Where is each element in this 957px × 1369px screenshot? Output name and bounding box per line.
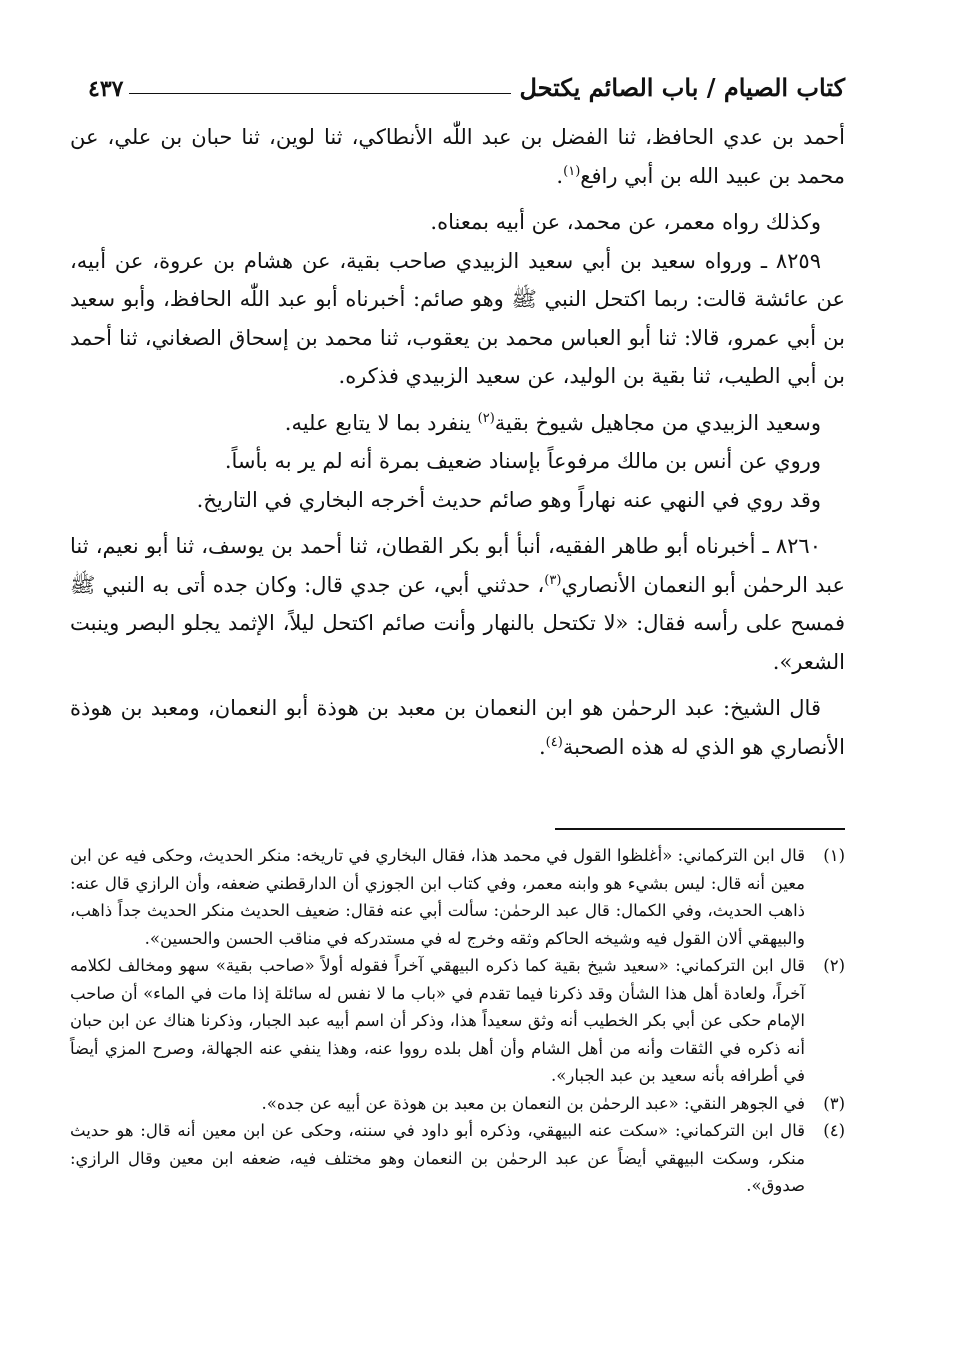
paragraph: وكذلك رواه معمر، عن محمد، عن أبيه بمعناه. — [430, 210, 821, 234]
footnote-ref: (١) — [563, 163, 581, 179]
footnote-text: في الجوهر النقي: «عبد الرحمٰن بن النعمان بن معبد بن هوذة عن أبيه عن جده». — [261, 1093, 805, 1113]
footnote — [70, 842, 845, 952]
paragraph: قال الشيخ: عبد الرحمٰن هو ابن النعمان بن معبد بن هوذة أبو النعمان، ومعبد بن هوذة الأنصاري هو الذي له هذه الصحبة$^{(٤)}$. — [70, 696, 845, 759]
header-rule — [129, 93, 511, 94]
paragraph: أحمد بن عدي الحافظ، ثنا الفضل بن عبد اللّٰه الأنطاكي، ثنا لوين، ثنا حبان بن علي، عن محمد بن عبيد الله بن أبي رافع$^{(١)}$. — [70, 125, 845, 188]
footnote-number: (٤) — [823, 1121, 845, 1140]
footnote — [70, 1117, 845, 1200]
chapter-title: كتاب الصيام / باب الصائم يكتحل — [519, 73, 845, 102]
footnote-number: (١) — [823, 846, 845, 865]
footnote-number: (٣) — [823, 1093, 845, 1113]
paragraph: وسعيد الزبيدي من مجاهيل شيوخ بقية$^{(٢)}$ ينفرد بما لا يتابع عليه. — [284, 410, 821, 435]
footnote-ref: (٢) — [477, 410, 495, 426]
footnote-number: (٢) — [823, 956, 845, 975]
paragraph: وروي عن أنس بن مالك مرفوعاً بإسناد ضعيف بمرة أنه لم ير به بأساً. — [224, 449, 821, 473]
footnote-text: قال ابن التركماني: «سعيد شيخ بقية كما ذكره البيهقي آخراً فقوله أولاً «صاحب بقية» سهو ومخالف لكلامه آخراً، ولعادة أهل هذا الشأن وقد ذكرنا فيما تقدم في «باب ما لا نفس له سائلة إذا مات في الماء» أن صاحب الإمام حكى عن أبي بكر الخطيب أنه وثق سعيداً هذا، وذكر أن اسم أبيه عبد الجبار، وذكرنا هناك عن ابن حبان أنه ذكره في الثقات وأنه من أهل الشام وأن أهل بلده رووا عنه، وهذا ينفي عنه الجهالة، وصرح المزي أيضاً في أطرافه بأنه سعيد بن عبد الجبار». — [70, 956, 805, 1085]
hadith-8259: ٨٢٥٩ ـ ورواه سعيد بن أبي سعيد الزبيدي صاحب بقية، عن هشام بن عروة، عن أبيه، عن عائشة قالت: ربما اكتحل النبي ﷺ وهو صائم: أخبرناه أبو عبد اللّٰه الحافظ، وأبو سعيد بن أبي عمرو، قالا: ثنا أبو العباس محمد بن يعقوب، ثنا محمد بن إسحاق الصغاني، ثنا أحمد بن أبي الطيب، ثنا بقية بن الوليد، عن سعيد الزبيدي فذكره. — [70, 248, 845, 388]
main-text — [70, 118, 845, 766]
footnote-text: قال ابن التركماني: «سكت عنه البيهقي، وذكره أبو داود في سننه، وحكى عن ابن معين أنه قال: هو حديث منكر، وسكت البيهقي أيضاً عن عبد الرحمٰن بن النعمان وهو مختلف فيه، ضعفه ابن معين وقال الرازي: صدوق». — [70, 1121, 805, 1195]
footnote-ref: (٣) — [544, 572, 562, 588]
paragraph: وقد روي في النهي عنه نهاراً وهو صائم حديث أخرجه البخاري في التاريخ. — [196, 487, 821, 512]
footnote-ref: (٤) — [545, 734, 563, 750]
footnote-separator — [555, 828, 845, 830]
footnote — [70, 1090, 845, 1118]
page-number: ٤٣٧ — [88, 76, 124, 102]
footnote — [70, 952, 845, 1090]
hadith-8260: ٨٢٦٠ ـ أخبرناه أبو طاهر الفقيه، أنبأ أبو بكر القطان، ثنا أحمد بن يوسف، ثنا أبو نعيم، ثنا عبد الرحمٰن أبو النعمان الأنصاري$^{(٣)}$، حدثني أبي، عن جدي قال: وكان جده أتى به النبي ﷺ فمسح على رأسه فقال: «لا تكتحل بالنهار وأنت صائم اكتحل ليلاً، الإثمد يجلو البصر وينبت الشعر». — [70, 534, 845, 674]
running-header — [88, 66, 845, 102]
footnote-text: قال ابن التركماني: «أغلظوا القول في محمد هذا، فقال البخاري في تاريخه: منكر الحديث، وحكى فيه عن ابن معين أنه قال: ليس بشيء هو وابنه معمر، وفي كتاب ابن الجوزي أن الدارقطني ضعفه، وأن الرازي قال عنه: ذاهب الحديث، وفي الكمال: قال عبد الرحمٰن: سألت أبي عنه فقال: ضعيف الحديث منكر الحديث جداً ذاهب، والبيهقي ألان القول فيه وشيخه الحاكم وثقه وخرج له في مستدركه في مناقب الحسن والحسين». — [70, 846, 805, 948]
footnotes — [70, 842, 845, 1200]
